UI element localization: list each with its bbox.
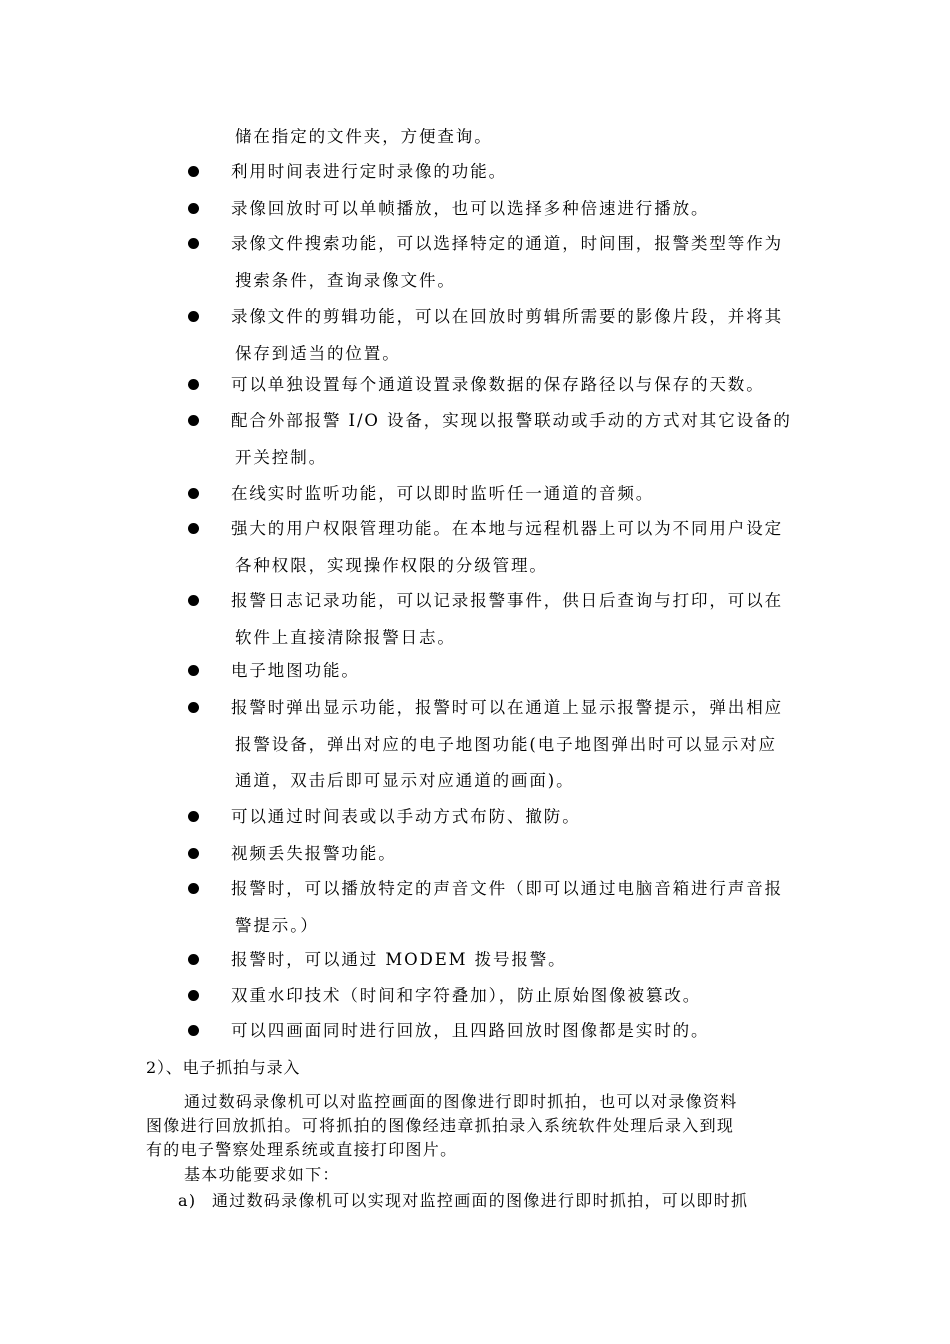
bullet-text: 在线实时监听功能，可以即时监听任一通道的音频。 <box>231 484 655 503</box>
bullet-text: 搜索条件，查询录像文件。 <box>235 271 456 290</box>
bullet-icon <box>188 883 199 894</box>
bullet-text: 电子地图功能。 <box>231 661 360 680</box>
bullet-icon <box>188 311 199 322</box>
bullet-icon <box>188 990 199 1001</box>
bullet-icon <box>188 954 199 965</box>
section-heading: 2）、电子抓拍与录入 <box>146 1058 301 1077</box>
bullet-icon <box>188 702 199 713</box>
bullet-text: 录像文件的剪辑功能，可以在回放时剪辑所需要的影像片段，并将其 <box>231 307 783 326</box>
bullet-text: 警提示。） <box>235 916 319 935</box>
bullet-text: 软件上直接清除报警日志。 <box>235 628 456 647</box>
bullet-text: 报警设备，弹出对应的电子地图功能(电子地图弹出时可以显示对应 <box>235 735 777 754</box>
bullet-text: 视频丢失报警功能。 <box>231 844 397 863</box>
bullet-icon <box>188 523 199 534</box>
bullet-text: 录像回放时可以单帧播放，也可以选择多种倍速进行播放。 <box>231 199 710 218</box>
intro-line-2: 图像进行回放抓拍。可将抓拍的图像经违章抓拍录入系统软件处理后录入到现 <box>146 1116 735 1135</box>
bullet-text: 报警时，可以通过 MODEM 拨号报警。 <box>231 950 567 969</box>
bullet-icon <box>188 488 199 499</box>
bullet-icon <box>188 595 199 606</box>
bullet-icon <box>188 665 199 676</box>
bullet-text: 双重水印技术（时间和字符叠加），防止原始图像被篡改。 <box>231 986 702 1005</box>
bullet-text: 可以四画面同时进行回放，且四路回放时图像都是实时的。 <box>231 1021 710 1040</box>
bullet-text: 强大的用户权限管理功能。在本地与远程机器上可以为不同用户设定 <box>231 519 783 538</box>
item-a-marker: a) <box>178 1191 197 1210</box>
bullet-text: 配合外部报警 I/O 设备，实现以报警联动或手动的方式对其它设备的 <box>231 411 792 430</box>
intro-line-1: 通过数码录像机可以对监控画面的图像进行即时抓拍，也可以对录像资料 <box>184 1092 738 1111</box>
bullet-icon <box>188 238 199 249</box>
item-a-text: 通过数码录像机可以实现对监控画面的图像进行即时抓拍，可以即时抓 <box>212 1191 749 1210</box>
bullet-text: 通道，双击后即可显示对应通道的画面)。 <box>235 771 575 790</box>
bullet-icon <box>188 1025 199 1036</box>
basic-requirements-label: 基本功能要求如下： <box>184 1165 340 1184</box>
bullet-text: 各种权限，实现操作权限的分级管理。 <box>235 556 548 575</box>
bullet-icon <box>188 811 199 822</box>
bullet-text: 保存到适当的位置。 <box>235 344 401 363</box>
bullet-text: 开关控制。 <box>235 448 327 467</box>
bullet-text: 报警时，可以播放特定的声音文件（即可以通过电脑音箱进行声音报 <box>231 879 783 898</box>
bullet-icon <box>188 203 199 214</box>
bullet-text: 可以通过时间表或以手动方式布防、撤防。 <box>231 807 581 826</box>
bullet-icon <box>188 379 199 390</box>
bullet-icon <box>188 848 199 859</box>
bullet-text: 报警日志记录功能，可以记录报警事件，供日后查询与打印，可以在 <box>231 591 783 610</box>
bullet-text: 利用时间表进行定时录像的功能。 <box>231 162 507 181</box>
continued-line: 储在指定的文件夹，方便查询。 <box>235 127 493 146</box>
intro-line-3: 有的电子警察处理系统或直接打印图片。 <box>146 1140 458 1159</box>
bullet-icon <box>188 415 199 426</box>
bullet-text: 报警时弹出显示功能，报警时可以在通道上显示报警提示，弹出相应 <box>231 698 783 717</box>
bullet-icon <box>188 166 199 177</box>
bullet-text: 录像文件搜索功能，可以选择特定的通道，时间围，报警类型等作为 <box>231 234 783 253</box>
bullet-text: 可以单独设置每个通道设置录像数据的保存路径以与保存的天数。 <box>231 375 765 394</box>
